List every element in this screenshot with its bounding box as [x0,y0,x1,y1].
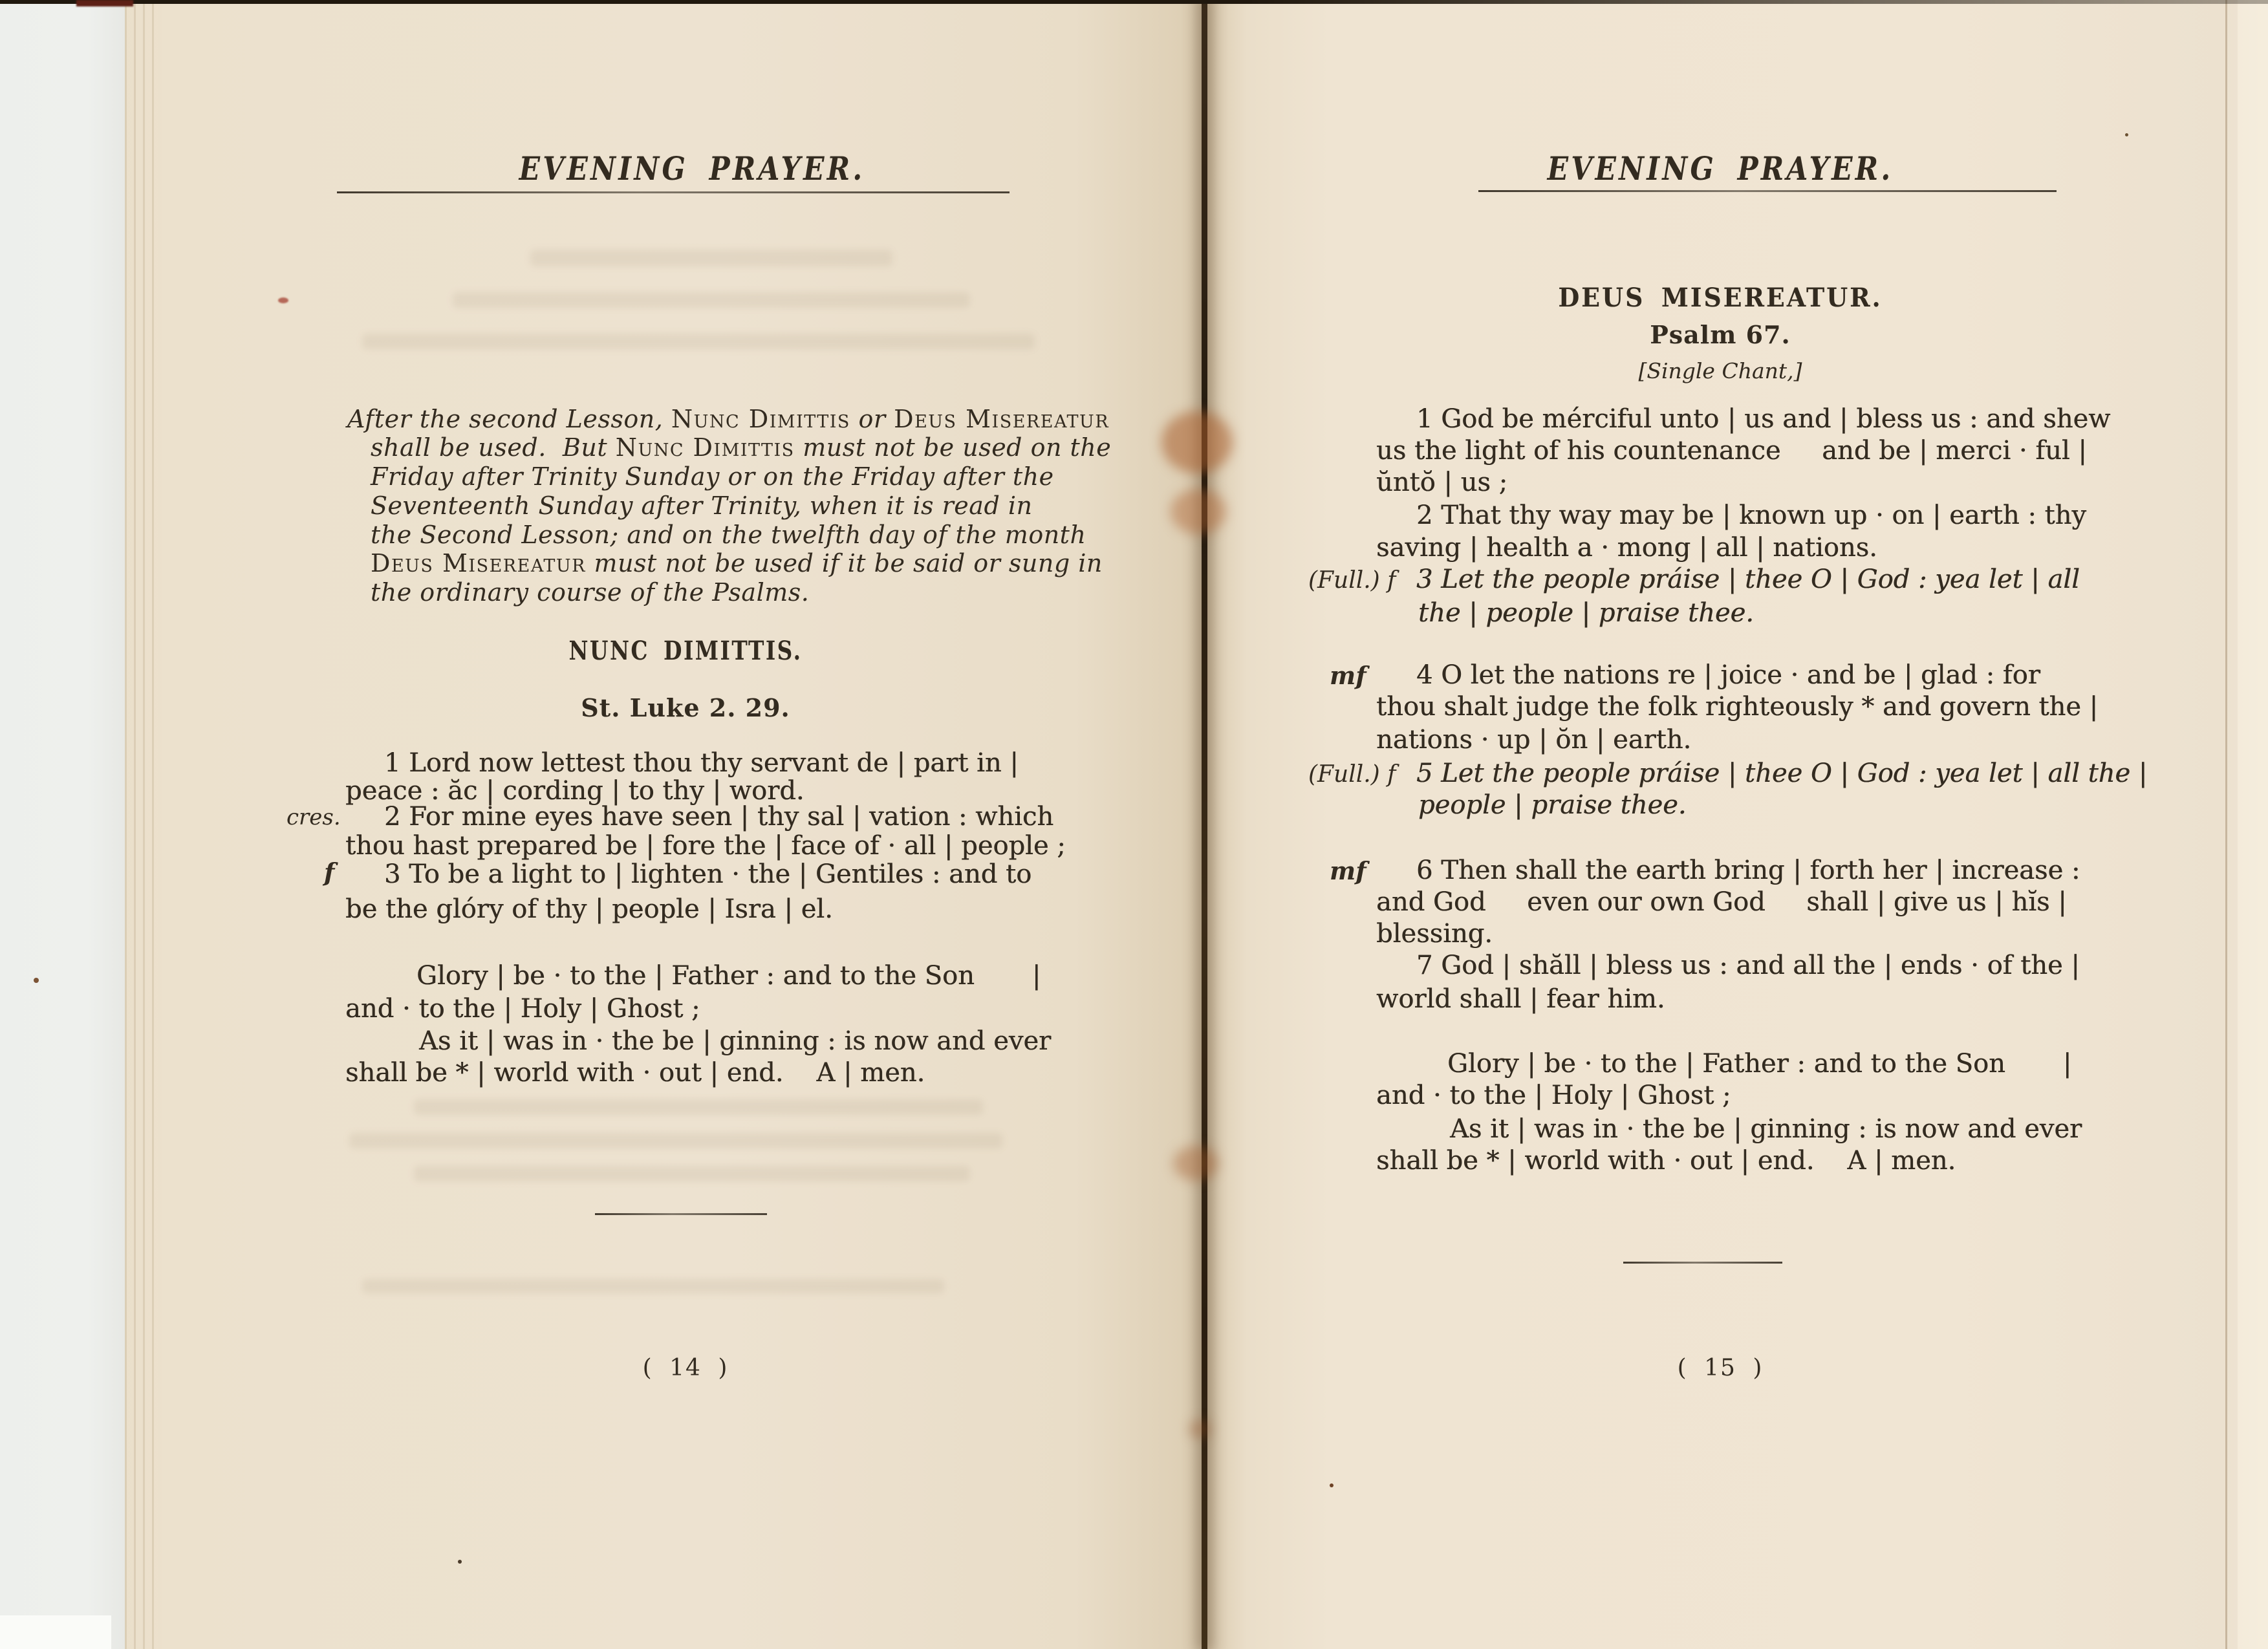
chant-line: world shall | fear him. [1376,984,1665,1014]
psalm-reference: Psalm 67. [1650,320,1791,349]
paper-speck [458,1560,462,1564]
page-number-right: ( 15 ) [1677,1355,1764,1381]
chant-line: 5 Let the people práise | thee O | God : yea let | all the | [1416,759,2148,788]
right-page-crease [2225,0,2227,1649]
foxing-stain [1189,1420,1211,1438]
chant-line: saving | health a · mong | all | nations. [1376,533,1877,563]
right-page-edge [2238,0,2268,1649]
chant-line: thou shalt judge the folk righteously * and govern the | [1376,692,2099,722]
chant-line: blessing. [1376,919,1493,949]
foxing-stain [1161,411,1233,473]
rubric-segment: Seventeenth Sunday after Trinity, when it is read in [371,491,1033,520]
gloria-line: Glory | be · to the | Father : and to the Son | [416,961,1041,991]
chant-line: 6 Then shall the earth bring | forth her | increase : [1416,856,2080,885]
rubric-line [371,435,1111,460]
rubric-segment: Nunc Dimittis [671,405,850,433]
foxing-stain [1171,489,1226,534]
head-rule-left [337,191,1010,193]
scanner-bed-strip [0,0,125,1649]
ghost-text [349,1133,1002,1148]
rubric-segment: Deus Misereatur [894,405,1110,433]
gloria-line: As it | was in · the be | ginning : is now and ever [419,1026,1052,1056]
book-gutter [1202,0,1207,1649]
rubric-segment: or [850,405,894,433]
red-edge-mark [76,0,133,6]
rubric-line [371,493,1032,518]
chant-line: peace : ăc | cording | to thy | word. [345,776,805,806]
paper-speck [34,978,39,983]
paper-speck [278,297,288,303]
chant-line: 1 God be mérciful unto | us and | bless us : and shew [1416,404,2111,434]
dynamic-mark-mf: mf [1330,856,1366,885]
scanner-corner-patch [0,1615,111,1649]
chant-line: people | praise thee. [1418,790,1687,820]
ghost-text [453,292,970,308]
chant-line: 4 O let the nations re | joice · and be | glad : for [1416,660,2040,690]
rubric-segment: must not be used on the [794,433,1112,462]
gloria-line: As it | was in · the be | ginning : is now and ever [1450,1114,2082,1144]
right-page-paper [1204,0,2268,1649]
running-head-right: EVENING PRAYER. [1547,149,1894,188]
chant-line: thou hast prepared be | fore the | face of · all | people ; [345,831,1066,861]
chant-line: 3 Let the people práise | thee O | God : yea let | all [1416,565,2080,594]
rubric-line [371,580,809,605]
canticle-title-left: NUNC DIMITTIS. [568,636,803,666]
chant-line: 3 To be a light to | lighten · the | Gentiles : and to [384,859,1032,889]
rubric-segment: After the second Lesson, [347,405,671,433]
rubric-segment: shall be used. But [371,433,616,462]
canticle-title-right: DEUS MISEREATUR. [1558,283,1883,313]
gloria-line: and · to the | Holy | Ghost ; [345,994,700,1024]
rubric-segment: the Second Lesson; and on the twelfth day of the month [371,521,1086,549]
ghost-text [414,1099,983,1115]
chant-line: 1 Lord now lettest thou thy servant de | part in | [384,748,1019,778]
dynamic-mark-full: (Full.) f [1308,761,1396,788]
chant-line: 7 God | shăll | bless us : and all the | ends · of the | [1416,951,2080,980]
dynamic-mark-full: (Full.) f [1308,567,1396,594]
rubric-line [371,523,1086,547]
page-number-left: ( 14 ) [642,1355,729,1381]
gloria-line: and · to the | Holy | Ghost ; [1376,1081,1731,1110]
running-head-left: EVENING PRAYER. [519,149,865,188]
scan-top-edge [0,0,2268,4]
section-divider-right [1623,1262,1782,1264]
rubric-line [347,407,1109,431]
chant-note: [Single Chant,] [1638,358,1802,383]
paper-speck [2125,133,2128,136]
chant-line: us the light of his countenance and be | merci · ful | [1376,436,2087,466]
gloria-line: shall be * | world with · out | end. A | men. [345,1058,925,1088]
scripture-reference: St. Luke 2. 29. [581,693,790,722]
ghost-text [414,1166,970,1181]
dynamic-mark-cres: cres. [286,804,341,830]
dynamic-mark-f: f [324,857,335,887]
foxing-stain [1173,1146,1218,1181]
gloria-line: shall be * | world with · out | end. A | men. [1376,1146,1956,1176]
chant-line: nations · up | ŏn | earth. [1376,725,1692,755]
ghost-text [362,1279,944,1293]
rubric-segment: must not be used if it be said or sung in [585,549,1103,577]
dynamic-mark-mf: mf [1330,661,1366,690]
paper-speck [1330,1483,1334,1487]
section-divider-left [595,1213,767,1215]
chant-line: 2 For mine eyes have seen | thy sal | vation : which [384,802,1054,832]
ghost-text [362,334,1035,349]
rubric-segment: Nunc Dimittis [615,433,795,462]
rubric-line [371,464,1054,489]
chant-line: 2 That thy way may be | known up · on | earth : thy [1416,501,2086,530]
chant-line: and God even our own God shall | give us | hĭs | [1376,887,2067,917]
ghost-text [530,250,892,266]
gloria-line: Glory | be · to the | Father : and to the Son | [1447,1049,2072,1079]
head-rule-right [1478,190,2057,192]
chant-line: the | people | praise thee. [1418,598,1754,628]
chant-line: be the glóry of thy | people | Isra | el. [345,894,833,924]
chant-line: ŭntŏ | us ; [1376,468,1508,497]
rubric-segment: the ordinary course of the Psalms. [371,578,810,607]
rubric-segment: Friday after Trinity Sunday or on the Friday after the [371,462,1054,491]
rubric-line [371,551,1103,576]
rubric-segment: Deus Misereatur [371,549,586,577]
page-edge-stack [125,0,158,1649]
